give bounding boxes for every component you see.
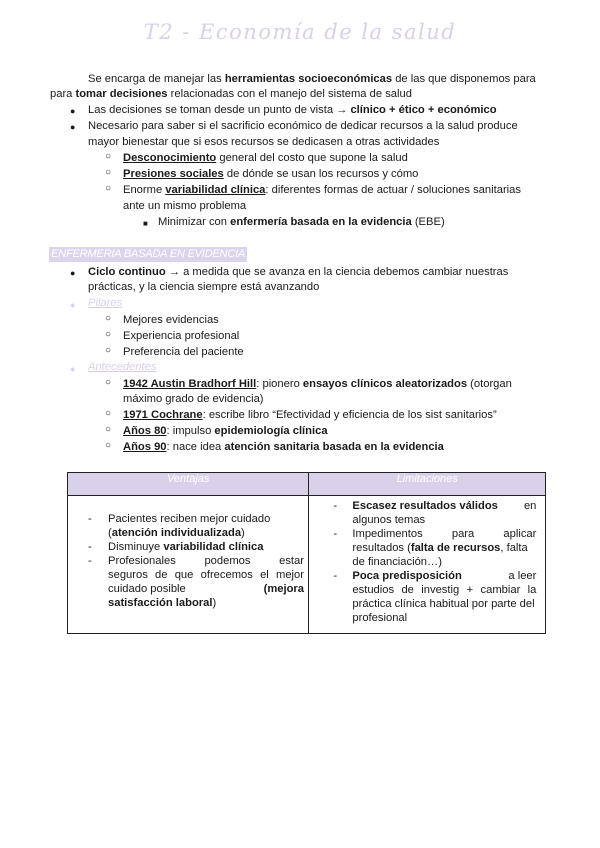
- bullet-dot-icon: ●: [70, 364, 76, 374]
- list-item-bold: (mejora: [263, 583, 304, 595]
- dash-bullet: -: [88, 555, 92, 567]
- list-item-text: Minimizar con: [158, 216, 231, 228]
- list-item-text: Enorme: [123, 184, 166, 196]
- bullet-circle-icon: ○: [105, 151, 112, 162]
- list-item: [88, 265, 508, 281]
- list-item-bold: enfermería basada en la evidencia: [230, 216, 412, 228]
- list-item-text: : impulso: [166, 425, 215, 437]
- list-item-bold: Poca predisposición: [352, 570, 462, 582]
- bullet-circle-icon: ○: [105, 440, 112, 451]
- list-item-text: Disminuye: [108, 541, 164, 553]
- list-item: [108, 540, 263, 554]
- list-item-text: en: [523, 500, 537, 512]
- list-item-text: (otorgan: [467, 378, 512, 390]
- dash-bullet: -: [333, 570, 338, 582]
- list-item-term: 1971 Cochrane: [123, 409, 203, 421]
- list-item: [123, 440, 444, 456]
- table-cell-ventajas: [68, 496, 309, 634]
- dash-bullet: -: [88, 513, 92, 525]
- intro-text: de las que disponemos para: [392, 73, 536, 85]
- list-item: [352, 569, 536, 625]
- list-item: [123, 424, 328, 440]
- list-item-text: Pacientes reciben mejor cuidado: [108, 513, 271, 525]
- page-title: T2 - Economía de la salud: [143, 20, 457, 44]
- list-item-text: (EBE): [411, 216, 445, 228]
- list-item-text: Impedimentos para aplicar: [352, 528, 537, 540]
- list-item-term: variabilidad clínica: [165, 184, 266, 196]
- intro-text: relacionadas con el manejo del sistema de salud: [167, 88, 412, 100]
- list-item-text: : diferentes formas de actuar / soluciones sanitarias: [265, 184, 521, 196]
- list-item-text: seguros de que ofrecemos el mejor: [108, 569, 304, 581]
- list-item-text: : nace idea: [166, 441, 225, 453]
- table-row: [68, 496, 546, 634]
- bullet-dot-icon: ●: [70, 122, 76, 132]
- list-item: [108, 554, 304, 610]
- list-item-bold: ensayos clínicos aleatorizados: [302, 378, 468, 390]
- bullet-circle-icon: ○: [105, 377, 112, 388]
- list-item: [158, 215, 445, 231]
- bullet-circle-icon: ○: [105, 183, 112, 194]
- list-item-text: [352, 541, 536, 555]
- subheading-pilares: Pilares: [88, 297, 123, 309]
- table-header-limitaciones: Limitaciones: [309, 473, 546, 496]
- list-item-continued: prácticas, y la ciencia siempre está avanzando: [88, 281, 320, 293]
- list-item: [108, 512, 304, 540]
- list-item-bold: clínico + ético + económico: [350, 104, 497, 116]
- limitaciones-list: [309, 496, 545, 633]
- list-item-bold: atención individualizada: [111, 527, 242, 539]
- list-item: Experiencia profesional: [123, 330, 240, 342]
- bullet-circle-icon: ○: [105, 345, 112, 356]
- list-item-text: [352, 499, 536, 513]
- section-heading: ENFERMERIA BASADA EN EVIDENCIA: [51, 248, 246, 260]
- list-item-text: Las decisiones se toman desde un punto de vista →: [88, 104, 351, 116]
- ventajas-list: [68, 496, 308, 633]
- list-item-bold: atención sanitaria basada en la evidencia: [224, 441, 444, 453]
- list-item-text: algunos temas: [352, 514, 426, 526]
- list-item: [352, 527, 536, 569]
- list-item-text: : pionero: [256, 378, 303, 390]
- intro-bold: tomar decisiones: [75, 88, 168, 100]
- list-item-text: a leer: [508, 570, 537, 582]
- list-item-term: Presiones sociales: [123, 168, 224, 180]
- list-item: [123, 408, 497, 424]
- list-item-bold: satisfacción laboral: [108, 597, 213, 609]
- list-item-term: 1942 Austin Bradhorf Hill: [123, 378, 257, 390]
- list-item-text: → a medida que se avanza en la ciencia debemos cambiar nuestras: [165, 266, 509, 278]
- subheading-antecedentes: Antecedentes: [88, 361, 157, 373]
- list-item: [123, 183, 521, 199]
- list-item-text: de financiación…): [352, 556, 442, 568]
- list-item-continued: ante un mismo problema: [123, 200, 247, 212]
- bullet-dot-icon: ●: [70, 106, 76, 116]
- intro-text: Se encarga de manejar las: [88, 73, 225, 85]
- list-item: [88, 103, 497, 119]
- list-item-text: de dónde se usan los recursos y cómo: [223, 168, 419, 180]
- list-item-continued: mayor bienestar que si esos recursos se dedicasen a otras actividades: [88, 136, 440, 148]
- intro-bold: herramientas socioeconómicas: [224, 73, 393, 85]
- list-item-text: satisfacción laboral): [108, 597, 217, 609]
- table-header-row: [68, 473, 546, 496]
- list-item-text: [352, 569, 536, 583]
- intro-text: para: [50, 88, 76, 100]
- intro-paragraph-line1: [88, 72, 536, 88]
- list-item-text: : escribe libro “Efectividad y eficiencia de los sist sanitarios”: [202, 409, 497, 421]
- list-item-text: práctica clínica habitual por parte del: [352, 598, 535, 610]
- list-item-bold: Escasez resultados válidos: [352, 500, 498, 512]
- list-item-text: cuidado posible: [108, 583, 186, 595]
- dash-bullet: -: [88, 541, 92, 553]
- list-item-bold: variabilidad clínica: [163, 541, 264, 553]
- dash-bullet: -: [333, 528, 338, 540]
- bullet-circle-icon: ○: [105, 424, 112, 435]
- bullet-circle-icon: ○: [105, 313, 112, 324]
- list-item: [123, 377, 512, 393]
- bullet-dot-icon: ●: [70, 268, 76, 278]
- list-item-text: , falta: [500, 542, 528, 554]
- list-item-term: Años 90: [123, 441, 167, 453]
- list-item-text: estudios de investig + cambiar la: [352, 584, 537, 596]
- list-item-term: Años 80: [123, 425, 167, 437]
- list-item-text: (atención individualizada): [108, 527, 245, 539]
- bullet-circle-icon: ○: [105, 329, 112, 340]
- list-item: Necesario para saber si el sacrificio económico de dedicar recursos a la salud produce: [88, 120, 518, 132]
- list-item-bold: epidemiología clínica: [214, 425, 328, 437]
- list-item-continued: máximo grado de evidencia): [123, 393, 264, 405]
- list-item-text: profesional: [352, 612, 408, 624]
- list-item-text: general del costo que supone la salud: [216, 152, 408, 164]
- table-header-ventajas: Ventajas: [68, 473, 309, 496]
- list-item-bold: falta de recursos: [410, 542, 501, 554]
- list-item: [123, 167, 418, 183]
- bullet-circle-icon: ○: [105, 167, 112, 178]
- list-item: Mejores evidencias: [123, 314, 219, 326]
- list-item: Preferencia del paciente: [123, 346, 244, 358]
- list-item-term: Desconocimiento: [123, 152, 217, 164]
- list-item: [123, 151, 408, 167]
- bullet-circle-icon: ○: [105, 408, 112, 419]
- ventajas-limitaciones-table: [67, 472, 546, 634]
- list-item: [352, 499, 536, 527]
- list-item-text: [108, 582, 304, 596]
- list-item-bold: Ciclo continuo: [88, 266, 166, 278]
- table-cell-limitaciones: [309, 496, 546, 634]
- bullet-dot-icon: ●: [70, 300, 76, 310]
- list-item-text: Profesionales podemos estar: [108, 555, 304, 567]
- intro-paragraph-line2: [50, 87, 412, 103]
- list-item-text: resultados (: [352, 542, 411, 554]
- dash-bullet: -: [333, 500, 338, 512]
- bullet-square-icon: ■: [143, 219, 148, 228]
